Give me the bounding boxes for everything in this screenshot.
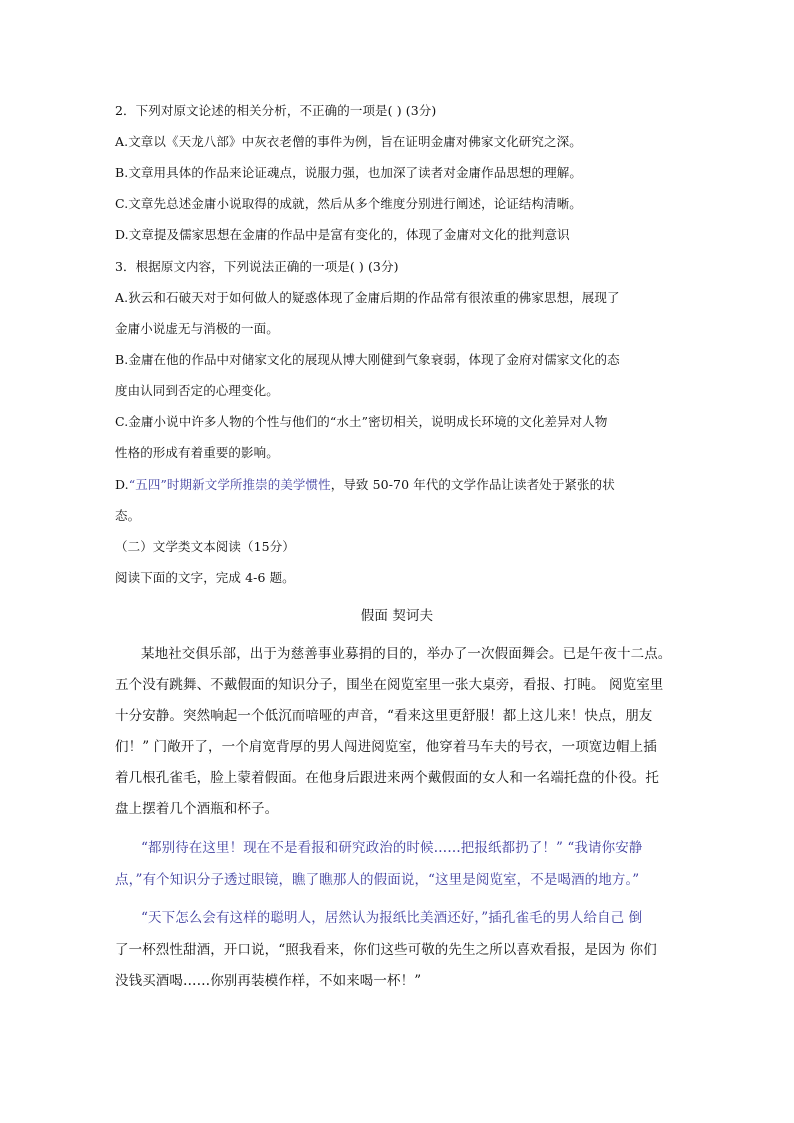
question-2-option-a: A.文章以《天龙八部》中灰衣老僧的事件为例，旨在证明金庸对佛家文化研究之深。: [115, 134, 582, 149]
question-3-stem: 3．根据原文内容，下列说法正确的一项是( ) (3分): [115, 259, 399, 274]
option-d-highlight: “五四”时期新文学所推崇的美学惯性: [128, 477, 331, 492]
story-p1-line3: 十分安静。突然响起一个低沉而喑哑的声音，“看来这里更舒服！都上这儿来！快点，朋友: [115, 708, 653, 724]
story-title: 假面 契诃夫: [360, 608, 434, 624]
question-3-option-c-line1: C.金庸小说中许多人物的个性与他们的“水土”密切相关，说明成长环境的文化差异对人物: [115, 414, 608, 429]
question-3-option-b-line1: B.金庸在他的作品中对储家文化的展现从博大刚健到气象衰弱，体现了金府对儒家文化的态: [115, 352, 620, 367]
question-2-option-c: C.文章先总述金庸小说取得的成就，然后从多个维度分别进行阐述，论证结构清晰。: [115, 196, 582, 211]
question-2-option-d: D.文章提及儒家思想在金庸的作品中是富有变化的，体现了金庸对文化的批判意识: [115, 227, 570, 242]
story-p1-line1: 某地社交俱乐部，出于为慈善事业募捐的目的，举办了一次假面舞会。已是午夜十二点。: [141, 646, 672, 662]
option-d-rest: ，导致 50-70 年代的文学作品让读者处于紧张的状: [330, 477, 615, 492]
story-p1-line5: 着几根孔雀毛，脸上蒙着假面。在他身后跟进来两个戴假面的女人和一名端托盘的仆役。托: [115, 770, 659, 786]
story-p3-line3: 没钱买酒喝……你别再装模作样，不如来喝一杯！”: [115, 973, 422, 989]
story-p3-line2: 了一杯烈性甜酒，开口说，“照我看来，你们这些可敬的先生之所以喜欢看报，是因为 你们: [115, 942, 657, 958]
option-d-prefix: D.: [115, 477, 129, 492]
question-3-option-b-line2: 度由认同到否定的心理变化。: [115, 383, 279, 398]
question-3-option-a-line2: 金庸小说虚无与消极的一面。: [115, 321, 279, 336]
story-p1-line4: 们！” 门敞开了，一个肩宽背厚的男人闯进阅览室，他穿着马车夫的号衣，一项宽边帽上插: [115, 739, 657, 755]
question-3-option-d-line2: 态。: [115, 508, 141, 523]
section-instruction: 阅读下面的文字，完成 4-6 题。: [115, 570, 295, 585]
question-2-stem: 2．下列对原文论述的相关分析，不正确的一项是( ) (3分): [115, 103, 437, 118]
story-p2-line2: 点，”有个知识分子透过眼镜，瞧了瞧那人的假面说，“这里是阅览室，不是喝酒的地方。”: [115, 872, 640, 888]
story-p1-line6: 盘上摆着几个酒瓶和杯子。: [115, 801, 279, 817]
question-3-option-d-line1: [115, 475, 615, 495]
story-p1-line2: 五个没有跳舞、不戴假面的知识分子，围坐在阅览室里一张大桌旁，看报、打盹。 阅览室里: [115, 677, 664, 693]
question-3-option-c-line2: 性格的形成有着重要的影响。: [115, 445, 279, 460]
question-3-option-a-line1: A.狄云和石破天对于如何做人的疑惑体现了金庸后期的作品常有很浓重的佛家思想，展现了: [115, 290, 620, 305]
section-heading: （二）文学类文本阅读（15分）: [115, 539, 295, 554]
story-p3-line1: “天下怎么会有这样的聪明人，居然认为报纸比美酒还好，”插孔雀毛的男人给自己 倒: [141, 910, 643, 926]
story-p2-line1: “都别待在这里！现在不是看报和研究政治的时候……把报纸都扔了！” “我请你安静: [141, 840, 643, 856]
question-2-option-b: B.文章用具体的作品来论证魂点，说服力强，也加深了读者对金庸作品思想的理解。: [115, 165, 582, 180]
